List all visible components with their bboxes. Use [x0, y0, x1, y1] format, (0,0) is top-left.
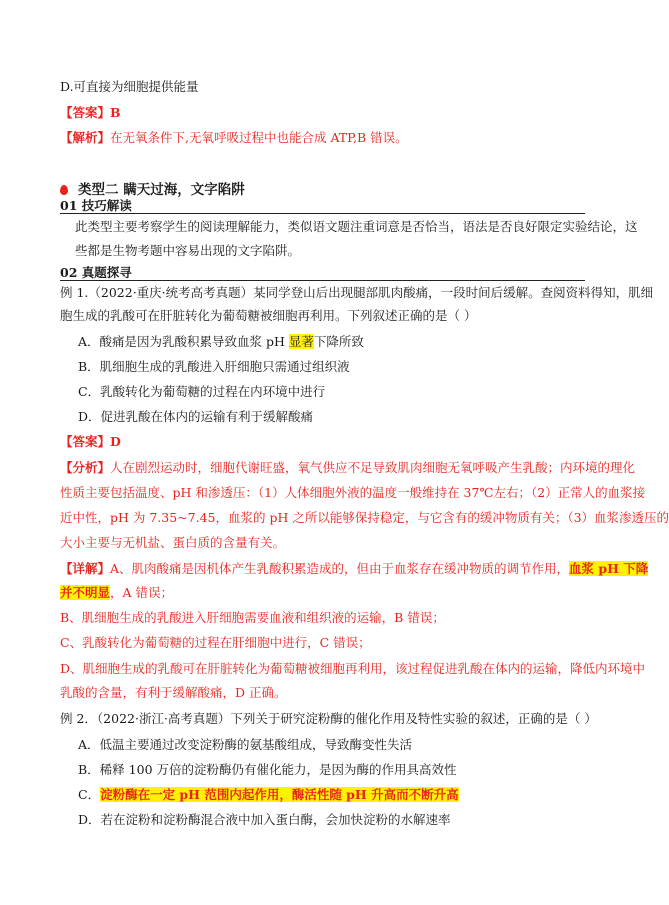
- highlight-not-obvious: 并不明显: [60, 585, 111, 600]
- example1-option-b: B．肌细胞生成的乳酸进入肝细胞只需通过组织液: [78, 359, 350, 374]
- example1-fenxi-line-1: 【分析】人在剧烈运动时，细胞代谢旺盛，氧气供应不足导致肌肉细胞无氧呼吸产生乳酸；内环境的理化: [60, 460, 636, 475]
- answer-value: B: [110, 105, 121, 120]
- answer-value: D: [110, 434, 121, 449]
- example1-xiangjie-d-line-2: 乳酸的含量，有利于缓解酸痛，D 正确。: [60, 685, 287, 700]
- answer-label: 【答案】: [60, 434, 111, 449]
- example1-option-d: D．促进乳酸在体内的运输有利于缓解酸痛: [78, 409, 314, 424]
- analysis-label: 【解析】: [60, 130, 111, 145]
- example2-option-d: D．若在淀粉和淀粉酶混合液中加入蛋白酶，会加快淀粉的水解速率: [78, 812, 451, 827]
- fenxi-label: 【分析】: [60, 460, 111, 475]
- prev-analysis: [60, 129, 585, 147]
- skills-text-line-1: 此类型主要考察学生的阅读理解能力，类似语文题注重词意是否恰当，语法是否良好限定实验结论，这: [75, 219, 638, 234]
- highlight-ph-drop: 血浆 pH 下降: [569, 561, 649, 576]
- example1-xiangjie-c: C、乳酸转化为葡萄糖的过程在肝细胞中进行，C 错误；: [60, 635, 371, 650]
- example1-option-c: C．乳酸转化为葡萄糖的过程在内环境中进行: [78, 384, 326, 399]
- practice-heading-rule: [60, 280, 585, 281]
- section-title-text: 类型二 瞒天过海，文字陷阱: [78, 182, 245, 198]
- practice-heading: 02 真题探寻: [60, 265, 132, 280]
- example2-option-c: C．淀粉酶在一定 pH 范围内起作用，酶活性随 pH 升高而不断升高: [78, 787, 459, 802]
- example2-stem: 例 2．（2022·浙江·高考真题）下列关于研究淀粉酶的催化作用及特性实验的叙述，正确的是（ ）: [60, 711, 597, 726]
- example1-fenxi-line-3: 近中性，pH 为 7.35~7.45，血浆的 pH 之所以能够保持稳定，与它含有的缓冲物质有关；（3）血浆渗透压的: [60, 510, 669, 525]
- example1-fenxi-line-2: 性质主要包括温度、pH 和渗透压：（1）人体细胞外液的温度一般维持在 37℃左右；（2）正常人的血浆接: [60, 485, 646, 500]
- skills-text-line-2: 些都是生物考题中容易出现的文字陷阱。: [75, 243, 301, 258]
- example1-option-a: A．酸痛是因为乳酸积累导致血浆 pH 显著下降所致: [78, 334, 364, 349]
- example1-stem-line-1: 例 1.（2022·重庆·统考高考真题）某同学登山后出现腿部肌肉酸痛，一段时间后缓解。查阅资料得知，肌细: [60, 285, 654, 300]
- example1-xiangjie-a-line-2: 并不明显，A 错误；: [60, 585, 174, 600]
- xiangjie-label: 【详解】: [60, 561, 111, 576]
- red-drop-icon: [60, 185, 68, 195]
- highlight-significant: 显著: [288, 334, 314, 349]
- section-title: [60, 178, 245, 198]
- prev-option-d: D.可直接为细胞提供能量: [60, 79, 199, 94]
- example2-option-b: B．稀释 100 万倍的淀粉酶仍有催化能力，是因为酶的作用具高效性: [78, 762, 457, 777]
- example1-xiangjie-a-line-1: 【详解】A、肌肉酸痛是因机体产生乳酸积累造成的，但由于血浆存在缓冲物质的调节作用，血浆 pH 下降: [60, 561, 649, 576]
- answer-label: 【答案】: [60, 105, 111, 120]
- example1-answer: [60, 433, 585, 451]
- example1-stem-line-2: 胞生成的乳酸可在肝脏转化为葡萄糖被细胞再利用。下列叙述正确的是（ ）: [60, 308, 477, 323]
- highlight-option-c: 淀粉酶在一定 pH 范围内起作用，酶活性随 pH 升高而不断升高: [100, 787, 459, 802]
- analysis-text: 在无氧条件下,无氧呼吸过程中也能合成 ATP,B 错误。: [110, 130, 408, 145]
- example1-xiangjie-b: B、肌细胞生成的乳酸进入肝细胞需要血液和组织液的运输，B 错误；: [60, 610, 445, 625]
- example1-xiangjie-d-line-1: D、肌细胞生成的乳酸可在肝脏转化为葡萄糖被细胞再利用，该过程促进乳酸在体内的运输，降低内环境中: [60, 661, 646, 676]
- prev-answer: [60, 104, 585, 122]
- skills-heading: 01 技巧解读: [60, 198, 132, 213]
- skills-heading-rule: [60, 213, 585, 214]
- example2-option-a: A．低温主要通过改变淀粉酶的氨基酸组成，导致酶变性失活: [78, 737, 413, 752]
- example1-fenxi-line-4: 大小主要与无机盐、蛋白质的含量有关。: [60, 535, 286, 550]
